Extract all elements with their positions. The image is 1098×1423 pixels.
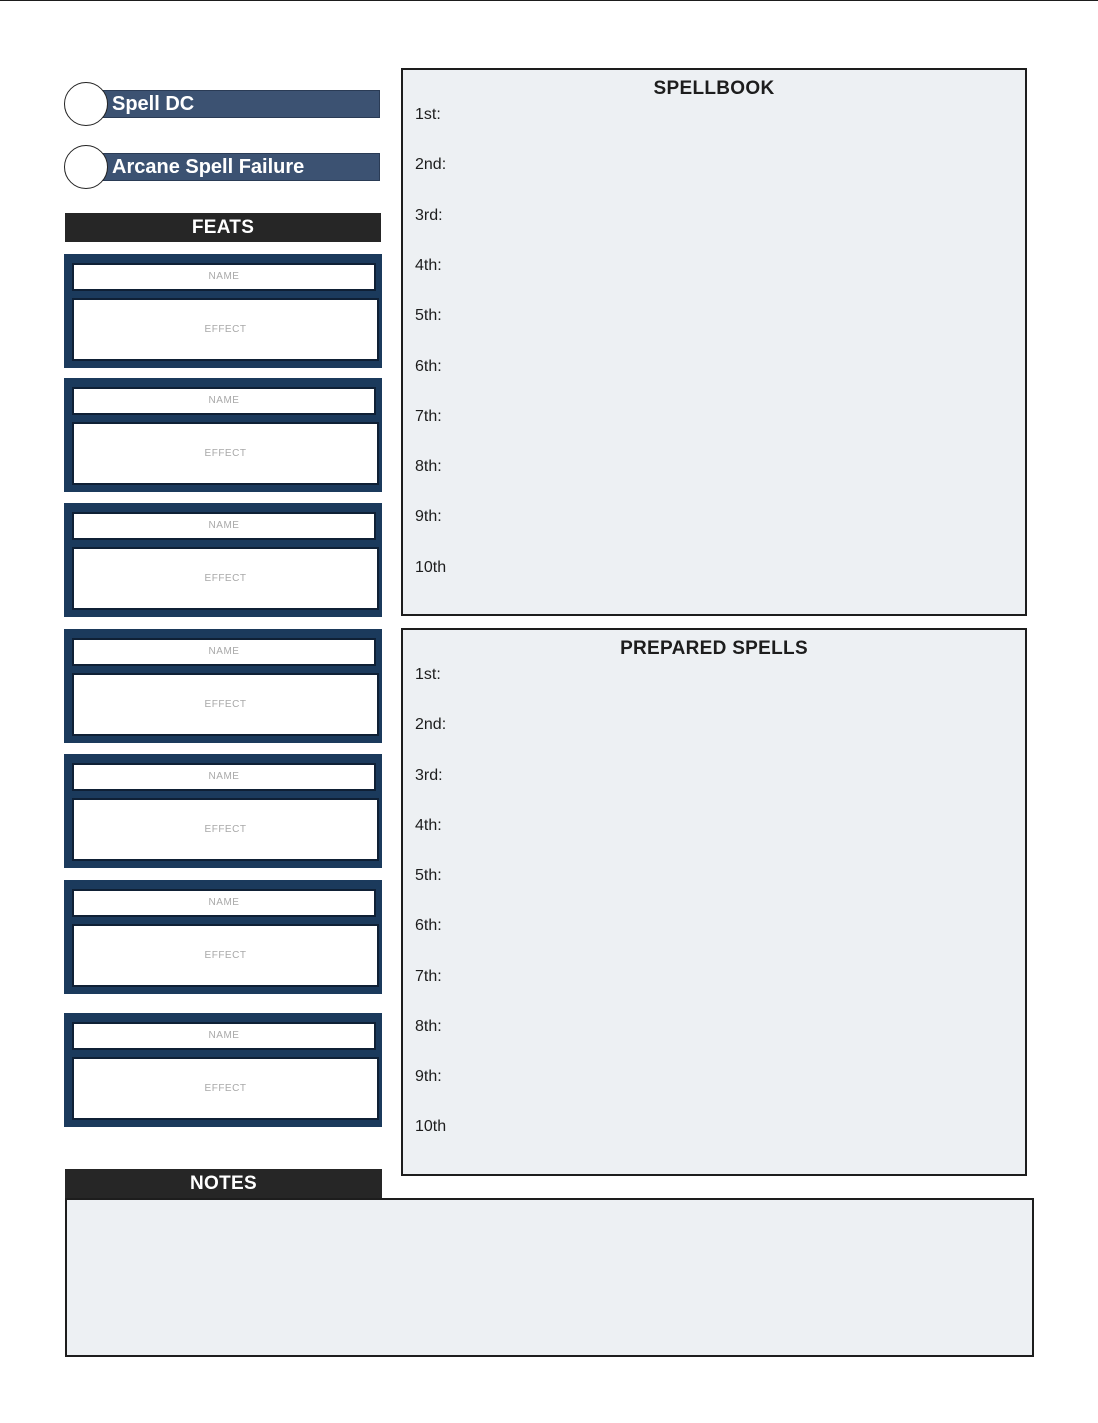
feat-effect-field[interactable]: EFFECT: [72, 547, 379, 610]
feat-name-field[interactable]: NAME: [72, 512, 376, 540]
feat-name-field[interactable]: NAME: [72, 387, 376, 415]
feat-name-field[interactable]: NAME: [72, 889, 376, 917]
prepared-level-5: 5th:: [415, 867, 442, 884]
spellbook-level-5: 5th:: [415, 307, 442, 324]
feat-card: [64, 503, 382, 617]
prepared-level-1: 1st:: [415, 666, 441, 683]
spell-dc-label: Spell DC: [112, 93, 195, 115]
feat-card: [64, 880, 382, 994]
feat-effect-field[interactable]: EFFECT: [72, 798, 379, 861]
feat-card: [64, 629, 382, 743]
prepared-spells-title: PREPARED SPELLS: [620, 638, 808, 659]
prepared-level-9: 9th:: [415, 1068, 442, 1085]
arcane-spell-failure-input[interactable]: [64, 145, 108, 189]
spellbook-level-4: 4th:: [415, 257, 442, 274]
prepared-level-3: 3rd:: [415, 767, 443, 784]
spellbook-level-9: 9th:: [415, 508, 442, 525]
spellbook-level-7: 7th:: [415, 408, 442, 425]
feat-card: [64, 754, 382, 868]
spell-dc-stat: [64, 82, 382, 126]
feat-effect-field[interactable]: EFFECT: [72, 673, 379, 736]
prepared-level-6: 6th:: [415, 917, 442, 934]
notes-header: NOTES: [65, 1169, 382, 1198]
prepared-level-7: 7th:: [415, 968, 442, 985]
spell-dc-input[interactable]: [64, 82, 108, 126]
arcane-spell-failure-label: Arcane Spell Failure: [112, 156, 305, 178]
feat-card: [64, 378, 382, 492]
prepared-level-8: 8th:: [415, 1018, 442, 1035]
spellbook-level-8: 8th:: [415, 458, 442, 475]
prepared-level-10: 10th: [415, 1118, 447, 1135]
feat-effect-field[interactable]: EFFECT: [72, 1057, 379, 1120]
prepared-level-4: 4th:: [415, 817, 442, 834]
feat-name-field[interactable]: NAME: [72, 638, 376, 666]
arcane-spell-failure-stat: [64, 145, 382, 189]
spellbook-level-1: 1st:: [415, 106, 441, 123]
feat-card: [64, 1013, 382, 1127]
feat-name-field[interactable]: NAME: [72, 263, 376, 291]
top-rule: [0, 0, 1098, 1]
feats-header: FEATS: [65, 213, 381, 242]
notes-field[interactable]: [65, 1198, 1034, 1357]
spellbook-level-10: 10th: [415, 559, 447, 576]
prepared-spells-panel: [401, 628, 1027, 1176]
feat-effect-field[interactable]: EFFECT: [72, 924, 379, 987]
feat-card: [64, 254, 382, 368]
feat-effect-field[interactable]: EFFECT: [72, 298, 379, 361]
feat-name-field[interactable]: NAME: [72, 763, 376, 791]
prepared-level-2: 2nd:: [415, 716, 447, 733]
spellbook-panel: [401, 68, 1027, 616]
spellbook-level-6: 6th:: [415, 358, 442, 375]
feat-name-field[interactable]: NAME: [72, 1022, 376, 1050]
spellbook-level-3: 3rd:: [415, 207, 443, 224]
spellbook-level-2: 2nd:: [415, 156, 447, 173]
spellbook-title: SPELLBOOK: [653, 78, 775, 99]
feat-effect-field[interactable]: EFFECT: [72, 422, 379, 485]
